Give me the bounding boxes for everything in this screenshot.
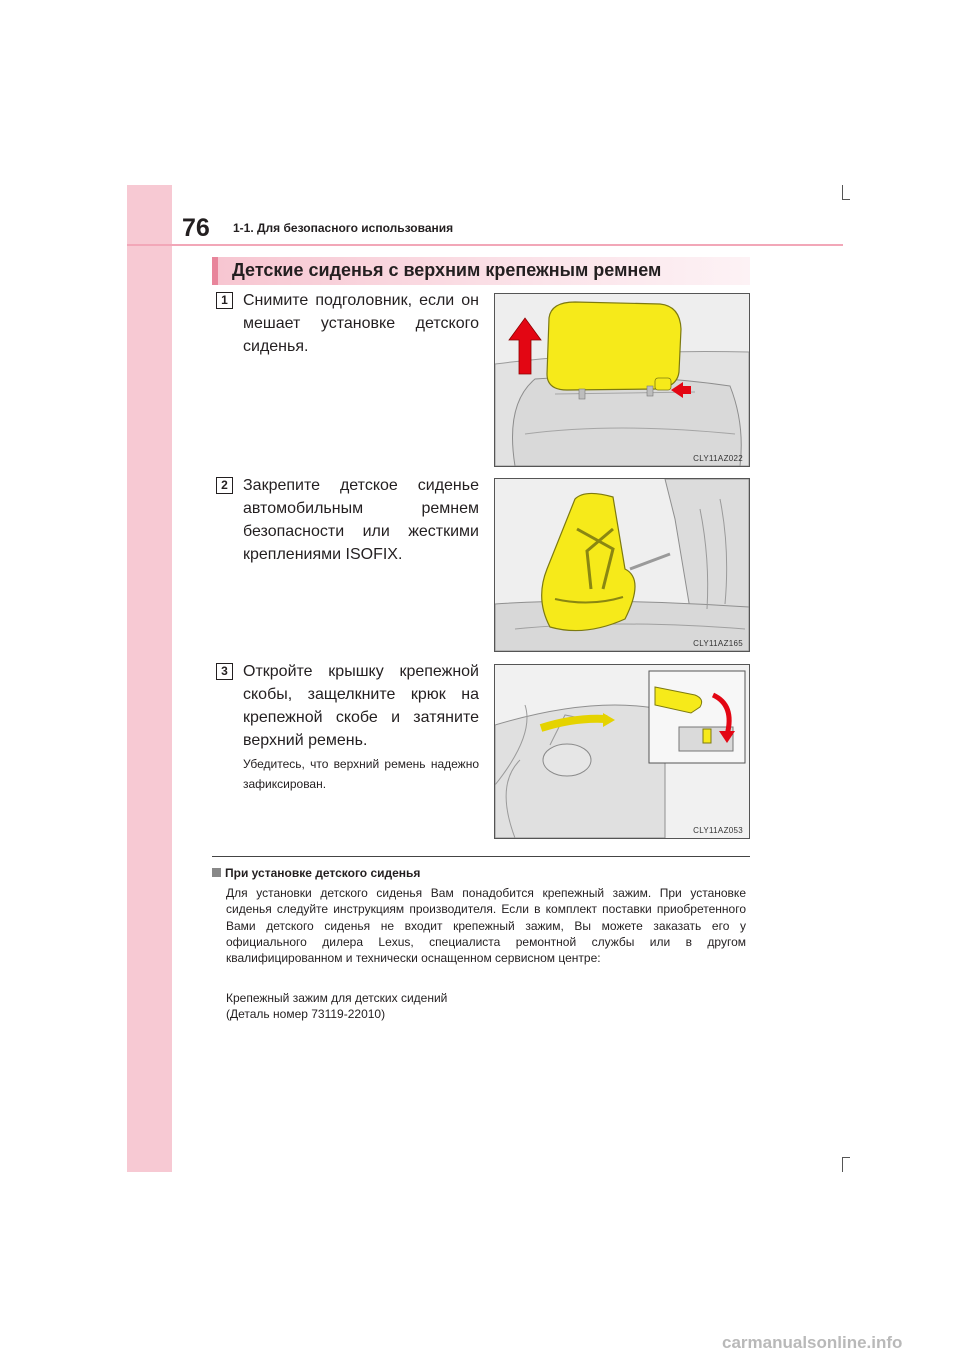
step-number-2: 2 [216,477,233,494]
figure-code-2: CLY11AZ165 [693,639,743,648]
step-text-3: Откройте крышку крепежной скобы, защелкните крюк на крепежной скобе и затяните верхний ремень. [243,663,479,749]
step-number-1: 1 [216,292,233,309]
section-title: Детские сиденья с верхним крепежным ремнем [232,260,662,280]
part-line-1: Крепежный зажим для детских сидений [226,991,448,1005]
top-tether-illustration [495,665,749,838]
crop-mark-top [842,185,843,200]
page-number: 76 [182,214,210,242]
info-title: При установке детского сиденья [225,866,421,880]
figure-code-1: CLY11AZ022 [693,454,743,463]
header-rule [127,244,843,246]
part-line-2: (Деталь номер 73119-22010) [226,1007,386,1022]
figure-install-child-seat [494,478,750,652]
child-seat-illustration [495,479,749,651]
crop-mark-bottom [842,1157,843,1172]
running-head: 1-1. Для безопасного использования [233,221,454,235]
figure-code-3: CLY11AZ053 [693,826,743,835]
headrest-illustration [495,294,749,466]
info-heading [212,866,420,880]
info-divider [212,856,750,857]
figure-remove-headrest [494,293,750,467]
side-tab-band [127,185,172,1172]
crop-mark-top-foot [842,199,850,200]
info-part-number [226,990,746,1023]
section-heading-bar [212,257,750,285]
step-note-3: Убедитесь, что верхний ремень надежно зафиксирован. [243,757,479,791]
step-text-1: Снимите подголовник, если он мешает установке детского сиденья. [243,292,479,355]
crop-mark-bottom-foot [842,1157,850,1158]
info-body: Для установки детского сиденья Вам понадобится крепежный зажим. При установке сиденья следуйте инструкциям производителя. Если в комплект поставки приобретенного Вами детского сиденья не входит крепежный зажим, Вы можете заказать его у официального дилера Lexus, специалиста ремонтной службы или в другом квалифицированном и технически оснащенном сервисном центре: [226,886,746,966]
step-number-3: 3 [216,663,233,680]
watermark: carmanualsonline.info [722,1333,903,1352]
bullet-square-icon [212,868,221,877]
step-text-2: Закрепите детское сиденье автомобильным ремнем безопасности или жесткими креплениями ISOFIX. [243,477,479,563]
figure-attach-top-tether [494,664,750,839]
